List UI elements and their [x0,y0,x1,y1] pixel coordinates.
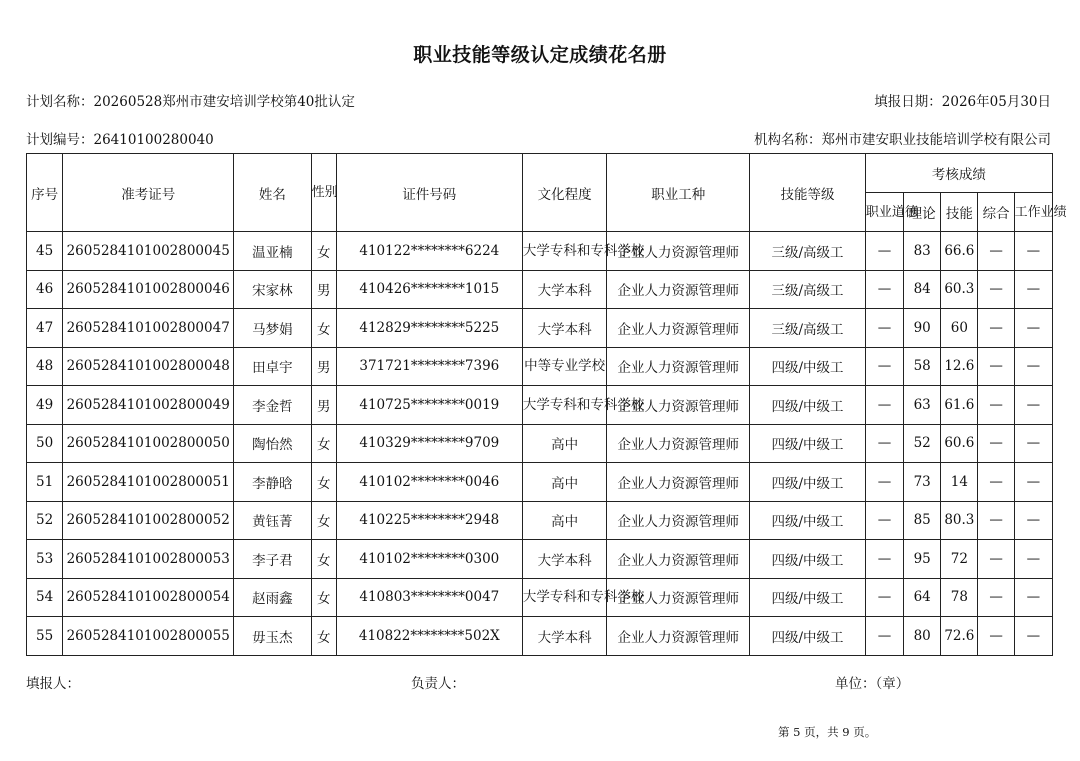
table-row [27,463,1053,502]
cell-gender: 男 [311,270,336,309]
cell-skill: 60 [941,309,978,348]
cell-skill: 80.3 [941,501,978,540]
cell-ticket: 2605284101002800047 [63,309,234,348]
header-skill: 技能 [941,193,978,232]
cell-skill: 60.3 [941,270,978,309]
cell-skill: 14 [941,463,978,502]
header-job: 职业工种 [607,154,750,232]
cell-edu: 大学专科和专科学校 [522,578,606,617]
cell-ticket: 2605284101002800055 [63,617,234,656]
cell-seq: 54 [27,578,63,617]
cell-ticket: 2605284101002800051 [63,463,234,502]
cell-work: — [1014,463,1052,502]
cell-ethics: — [865,270,903,309]
cell-gender: 女 [311,463,336,502]
cell-gender: 女 [311,617,336,656]
cell-theory: 58 [904,347,941,386]
cell-edu: 高中 [522,501,606,540]
cell-theory: 83 [904,232,941,271]
cell-work: — [1014,617,1052,656]
cell-gender: 女 [311,309,336,348]
cell-level: 四级/中级工 [750,617,866,656]
cell-edu: 大学本科 [522,617,606,656]
cell-ethics: — [865,578,903,617]
cell-id: 410329********9709 [336,424,522,463]
cell-name: 温亚楠 [234,232,311,271]
header-ethics: 职业道德 [865,193,903,232]
cell-ethics: — [865,386,903,425]
cell-name: 马梦娟 [234,309,311,348]
cell-level: 四级/中级工 [750,578,866,617]
cell-overall: — [978,309,1014,348]
cell-id: 371721********7396 [336,347,522,386]
cell-level: 四级/中级工 [750,463,866,502]
cell-overall: — [978,347,1014,386]
table-row [27,578,1053,617]
table-row [27,386,1053,425]
cell-job: 企业人力资源管理师 [607,270,750,309]
cell-job: 企业人力资源管理师 [607,617,750,656]
cell-edu: 中等专业学校 [522,347,606,386]
cell-seq: 46 [27,270,63,309]
cell-work: — [1014,501,1052,540]
cell-skill: 78 [941,578,978,617]
cell-name: 李静晗 [234,463,311,502]
cell-job: 企业人力资源管理师 [607,232,750,271]
cell-job: 企业人力资源管理师 [607,424,750,463]
cell-id: 412829********5225 [336,309,522,348]
cell-job: 企业人力资源管理师 [607,463,750,502]
cell-id: 410725********0019 [336,386,522,425]
cell-gender: 女 [311,424,336,463]
cell-ethics: — [865,617,903,656]
cell-ethics: — [865,347,903,386]
cell-job: 企业人力资源管理师 [607,347,750,386]
cell-work: — [1014,232,1052,271]
cell-level: 四级/中级工 [750,347,866,386]
cell-ethics: — [865,501,903,540]
cell-ticket: 2605284101002800053 [63,540,234,579]
header-name: 姓名 [234,154,311,232]
cell-level: 四级/中级工 [750,424,866,463]
report-date: 填报日期：2026年05月30日 [874,94,1051,110]
cell-work: — [1014,386,1052,425]
cell-id: 410102********0046 [336,463,522,502]
header-gender: 性别 [311,154,336,232]
cell-ticket: 2605284101002800054 [63,578,234,617]
cell-name: 李金哲 [234,386,311,425]
cell-name: 田卓宇 [234,347,311,386]
cell-skill: 72 [941,540,978,579]
page-indicator: 第 5 页，共 9 页。 [778,725,877,739]
cell-overall: — [978,617,1014,656]
reporter-label: 填报人： [26,676,80,692]
document-title: 职业技能等级认定成绩花名册 [413,44,667,66]
cell-job: 企业人力资源管理师 [607,578,750,617]
header-overall: 综合 [978,193,1014,232]
header-work: 工作业绩 [1014,193,1052,232]
cell-overall: — [978,540,1014,579]
header-scores: 考核成绩 [865,154,1052,193]
header-theory: 理论 [904,193,941,232]
cell-level: 三级/高级工 [750,270,866,309]
cell-level: 三级/高级工 [750,309,866,348]
cell-overall: — [978,232,1014,271]
cell-id: 410122********6224 [336,232,522,271]
cell-ticket: 2605284101002800046 [63,270,234,309]
cell-ethics: — [865,540,903,579]
cell-work: — [1014,309,1052,348]
cell-gender: 女 [311,232,336,271]
cell-seq: 52 [27,501,63,540]
cell-id: 410426********1015 [336,270,522,309]
cell-edu: 大学本科 [522,309,606,348]
cell-seq: 51 [27,463,63,502]
cell-skill: 66.6 [941,232,978,271]
cell-edu: 大学专科和专科学校 [522,386,606,425]
cell-job: 企业人力资源管理师 [607,540,750,579]
cell-seq: 47 [27,309,63,348]
cell-work: — [1014,347,1052,386]
cell-theory: 80 [904,617,941,656]
table-row [27,540,1053,579]
cell-theory: 52 [904,424,941,463]
plan-code: 计划编号：26410100280040 [26,132,214,148]
cell-name: 陶怡然 [234,424,311,463]
table-row [27,617,1053,656]
unit-label: 单位：（章） [835,676,910,692]
header-ticket: 准考证号 [63,154,234,232]
cell-ticket: 2605284101002800052 [63,501,234,540]
cell-name: 李子君 [234,540,311,579]
cell-job: 企业人力资源管理师 [607,309,750,348]
table-row [27,347,1053,386]
cell-theory: 95 [904,540,941,579]
cell-overall: — [978,424,1014,463]
cell-overall: — [978,270,1014,309]
cell-gender: 男 [311,347,336,386]
plan-name: 计划名称：20260528郑州市建安培训学校第40批认定 [26,94,355,110]
cell-skill: 12.6 [941,347,978,386]
cell-overall: — [978,578,1014,617]
header-edu: 文化程度 [522,154,606,232]
cell-skill: 72.6 [941,617,978,656]
cell-name: 赵雨鑫 [234,578,311,617]
cell-id: 410803********0047 [336,578,522,617]
cell-overall: — [978,463,1014,502]
cell-work: — [1014,270,1052,309]
cell-theory: 64 [904,578,941,617]
cell-theory: 84 [904,270,941,309]
cell-gender: 女 [311,540,336,579]
cell-work: — [1014,578,1052,617]
cell-edu: 大学本科 [522,270,606,309]
cell-skill: 61.6 [941,386,978,425]
cell-gender: 女 [311,501,336,540]
cell-ticket: 2605284101002800045 [63,232,234,271]
table-row [27,501,1053,540]
cell-level: 四级/中级工 [750,386,866,425]
cell-level: 三级/高级工 [750,232,866,271]
cell-id: 410822********502X [336,617,522,656]
cell-seq: 49 [27,386,63,425]
cell-job: 企业人力资源管理师 [607,501,750,540]
cell-ticket: 2605284101002800048 [63,347,234,386]
cell-work: — [1014,424,1052,463]
cell-theory: 85 [904,501,941,540]
cell-name: 宋家林 [234,270,311,309]
cell-seq: 48 [27,347,63,386]
cell-ethics: — [865,463,903,502]
org-name: 机构名称：郑州市建安职业技能培训学校有限公司 [754,132,1051,148]
header-seq: 序号 [27,154,63,232]
cell-edu: 高中 [522,463,606,502]
cell-ethics: — [865,424,903,463]
cell-ethics: — [865,309,903,348]
score-roster-table [26,153,1067,656]
cell-id: 410102********0300 [336,540,522,579]
cell-overall: — [978,501,1014,540]
cell-gender: 女 [311,578,336,617]
cell-level: 四级/中级工 [750,540,866,579]
cell-job: 企业人力资源管理师 [607,386,750,425]
cell-overall: — [978,386,1014,425]
cell-theory: 63 [904,386,941,425]
cell-name: 黄钰菁 [234,501,311,540]
cell-skill: 60.6 [941,424,978,463]
cell-edu: 大学本科 [522,540,606,579]
table-row [27,424,1053,463]
cell-edu: 高中 [522,424,606,463]
cell-ethics: — [865,232,903,271]
cell-work: — [1014,540,1052,579]
cell-id: 410225********2948 [336,501,522,540]
header-id: 证件号码 [336,154,522,232]
table-row [27,309,1053,348]
cell-seq: 53 [27,540,63,579]
cell-seq: 45 [27,232,63,271]
table-row [27,232,1053,271]
cell-theory: 73 [904,463,941,502]
table-row [27,270,1053,309]
cell-level: 四级/中级工 [750,501,866,540]
cell-theory: 90 [904,309,941,348]
cell-seq: 50 [27,424,63,463]
cell-gender: 男 [311,386,336,425]
cell-ticket: 2605284101002800050 [63,424,234,463]
header-level: 技能等级 [750,154,866,232]
cell-edu: 大学专科和专科学校 [522,232,606,271]
leader-label: 负责人： [411,676,465,692]
cell-seq: 55 [27,617,63,656]
cell-ticket: 2605284101002800049 [63,386,234,425]
cell-name: 毋玉杰 [234,617,311,656]
